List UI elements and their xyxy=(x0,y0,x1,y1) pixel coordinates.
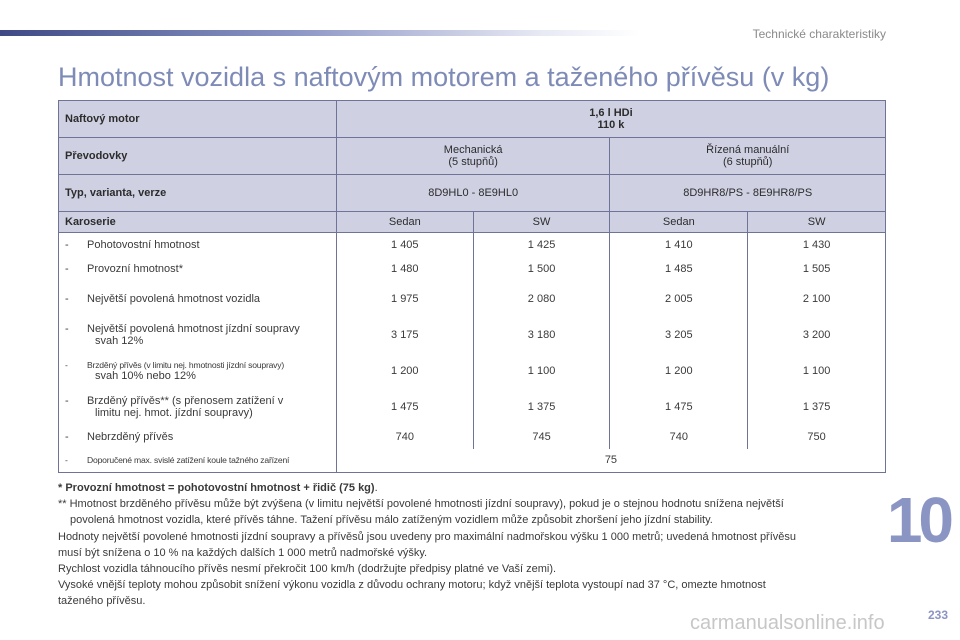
row-label-text: Pohotovostní hmotnost xyxy=(87,238,200,251)
footnote-1-bold: * Provozní hmotnost = pohotovostní hmotnost + řidič (75 kg) xyxy=(58,482,375,494)
row-label xyxy=(59,389,337,425)
row-label-text: Největší povolená hmotnost jízdní soupravy xyxy=(87,322,300,335)
value-cell: 1 200 xyxy=(610,353,748,389)
chapter-number: 10 xyxy=(886,484,950,556)
row-dash: - xyxy=(65,238,69,251)
row-dash: - xyxy=(65,322,69,335)
row-label xyxy=(59,281,337,317)
value-cell: 3 175 xyxy=(336,317,473,353)
table-row xyxy=(59,281,886,317)
body-label: Karoserie xyxy=(59,212,337,233)
page-number: 233 xyxy=(927,608,948,622)
engine-line-2: 110 k xyxy=(597,119,625,131)
value-cell: 3 180 xyxy=(473,317,610,353)
value-cell: 1 505 xyxy=(748,257,886,281)
row-label-text: svah 10% nebo 12% xyxy=(95,369,196,382)
value-cell: 1 485 xyxy=(610,257,748,281)
table-row xyxy=(59,353,886,389)
type-label: Typ, varianta, verze xyxy=(59,175,337,212)
row-dash: - xyxy=(65,262,69,275)
footnote-3-line-1: Hodnoty největší povolené hmotnosti jízdní soupravy a přívěsů jsou uvedeny pro maximální nadmořskou výšku 1 000 metrů; uvedená hmotnost přívěsu xyxy=(58,530,797,543)
gearbox-manual xyxy=(336,138,610,175)
value-cell: 1 475 xyxy=(336,389,473,425)
value-cell: 3 205 xyxy=(610,317,748,353)
value-cell: 740 xyxy=(610,425,748,449)
page-title: Hmotnost vozidla s naftovým motorem a taženého přívěsu (v kg) xyxy=(58,62,830,92)
header-accent-bar xyxy=(0,30,640,36)
gearbox-row xyxy=(59,138,886,175)
engine-line-1: 1,6 l HDi xyxy=(589,107,633,119)
table-row xyxy=(59,257,886,281)
value-cell: 745 xyxy=(473,425,610,449)
body-cell: Sedan xyxy=(336,212,473,233)
value-cell: 1 100 xyxy=(473,353,610,389)
footnote-1-end: . xyxy=(374,482,378,494)
row-label-text: svah 12% xyxy=(95,334,144,347)
row-label-text: Provozní hmotnost* xyxy=(87,262,183,275)
body-cell: SW xyxy=(473,212,610,233)
gearbox-manual-line-2: (5 stupňů) xyxy=(448,156,498,168)
row-label-text: Nebrzděný přívěs xyxy=(87,430,174,443)
row-label-text: Doporučené max. svislé zatížení koule tažného zařízení xyxy=(87,455,290,466)
value-cell: 1 475 xyxy=(610,389,748,425)
footnote-5-line-2: taženého přívěsu. xyxy=(58,595,146,608)
value-cell-all: 75 xyxy=(336,449,885,473)
footnotes xyxy=(58,480,890,610)
footnote-2-line-2: povolená hmotnost vozidla, které přívěs táhne. Tažení přívěsu málo zatíženým vozidlem může způsobit zhoršení jeho jízdní stability. xyxy=(70,514,713,527)
engine-label: Naftový motor xyxy=(59,101,337,138)
footnote-4: Rychlost vozidla táhnoucího přívěs nesmí překročit 100 km/h (dodržujte předpisy platné ve Vaší zemi). xyxy=(58,563,557,576)
gearbox-automated xyxy=(610,138,886,175)
type-value-2: 8D9HR8/PS - 8E9HR8/PS xyxy=(610,175,886,212)
value-cell: 2 005 xyxy=(610,281,748,317)
row-label xyxy=(59,233,337,257)
footnote-5-line-1: Vysoké vnější teploty mohou způsobit snížení výkonu vozidla z důvodu ochrany motoru; když vnější teplota vystoupí nad 37 °C, omezte hmotnost xyxy=(58,579,766,592)
type-value-1: 8D9HL0 - 8E9HL0 xyxy=(336,175,610,212)
row-dash: - xyxy=(65,394,69,407)
gearbox-label: Převodovky xyxy=(59,138,337,175)
value-cell: 750 xyxy=(748,425,886,449)
row-label xyxy=(59,425,337,449)
row-label-text: Brzděný přívěs (v limitu nej. hmotnosti jízdní soupravy) xyxy=(87,359,285,370)
gearbox-manual-line-1: Mechanická xyxy=(443,144,503,156)
value-cell: 1 100 xyxy=(748,353,886,389)
body-cell: SW xyxy=(748,212,886,233)
footnote-3-line-2: musí být snížena o 10 % na každých dalších 1 000 metrů nadmořské výšky. xyxy=(58,546,428,559)
watermark: carmanualsonline.info xyxy=(690,612,885,634)
value-cell: 3 200 xyxy=(748,317,886,353)
value-cell: 2 080 xyxy=(473,281,610,317)
row-label xyxy=(59,317,337,353)
value-cell: 740 xyxy=(336,425,473,449)
value-cell: 1 425 xyxy=(473,233,610,257)
table-row xyxy=(59,449,886,473)
value-cell: 1 975 xyxy=(336,281,473,317)
weights-table xyxy=(58,100,886,473)
type-row xyxy=(59,175,886,212)
value-cell: 1 375 xyxy=(748,389,886,425)
body-row xyxy=(59,212,886,233)
row-label xyxy=(59,449,337,473)
table-row xyxy=(59,425,886,449)
value-cell: 1 375 xyxy=(473,389,610,425)
gearbox-automated-line-2: (6 stupňů) xyxy=(722,156,773,168)
body-cell: Sedan xyxy=(610,212,748,233)
value-cell: 1 405 xyxy=(336,233,473,257)
value-cell: 1 430 xyxy=(748,233,886,257)
row-dash: - xyxy=(65,455,68,466)
value-cell: 1 500 xyxy=(473,257,610,281)
row-dash: - xyxy=(65,292,69,305)
footnote-1 xyxy=(58,480,890,496)
value-cell: 1 200 xyxy=(336,353,473,389)
value-cell: 1 480 xyxy=(336,257,473,281)
row-label xyxy=(59,353,337,389)
table-row xyxy=(59,317,886,353)
row-label-text: limitu nej. hmot. jízdní soupravy) xyxy=(95,406,253,419)
gearbox-automated-line-1: Řízená manuální xyxy=(706,144,790,156)
table-row xyxy=(59,233,886,257)
row-label xyxy=(59,257,337,281)
row-label-text: Brzděný přívěs** (s přenosem zatížení v xyxy=(87,394,284,407)
value-cell: 1 410 xyxy=(610,233,748,257)
value-cell: 2 100 xyxy=(748,281,886,317)
engine-value xyxy=(336,101,885,138)
section-title: Technické charakteristiky xyxy=(752,27,886,41)
row-dash: - xyxy=(65,359,68,370)
row-label-text: Největší povolená hmotnost vozidla xyxy=(87,292,261,305)
footnote-2-line-1: ** Hmotnost brzděného přívěsu může být zvýšena (v limitu největší povolené hmotnosti jízdní soupravy), pokud je o stejnou hodnotu snížena největší xyxy=(58,498,784,511)
table-row xyxy=(59,389,886,425)
engine-row xyxy=(59,101,886,138)
row-dash: - xyxy=(65,430,69,443)
